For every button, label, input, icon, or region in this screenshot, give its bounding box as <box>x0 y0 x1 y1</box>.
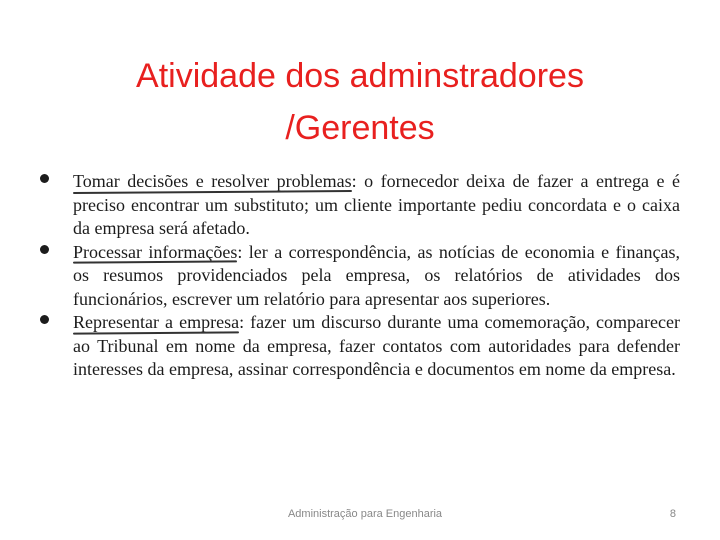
bullet-dot-icon <box>40 315 49 324</box>
slide-title: Atividade dos adminstradores /Gerentes <box>136 57 584 147</box>
bullet-item <box>40 241 680 312</box>
bullet-dot-icon <box>40 245 49 254</box>
bullet-term: Representar a empresa <box>73 312 240 332</box>
bullet-term: Tomar decisões e resolver problemas <box>73 171 352 191</box>
bullet-item <box>40 170 680 241</box>
page-number: 8 <box>669 508 676 520</box>
bullet-dot-icon <box>40 174 49 183</box>
bullet-list <box>40 170 680 382</box>
footer-text: Administração para Engenharia <box>287 508 443 520</box>
bullet-text: : o fornecedor deixa de fazer a entrega e é preciso encontrar um substituto; um cliente importante pediu concordata e o caixa da empresa será afetado. <box>73 171 680 238</box>
bullet-text: : fazer um discurso durante uma comemoração, comparecer ao Tribunal em nome da empresa, fazer contatos com autoridades para defender interesses da empresa, assinar correspondência e documentos em nome da empresa. <box>73 312 680 379</box>
bullet-item <box>40 311 680 382</box>
bullet-text: : ler a correspondência, as notícias de economia e finanças, os resumos providenciados pela empresa, os relatórios de atividades dos funcionários, escrever um relatório para apresentar aos superiores. <box>73 241 680 309</box>
bullet-term: Processar informações <box>73 241 238 262</box>
